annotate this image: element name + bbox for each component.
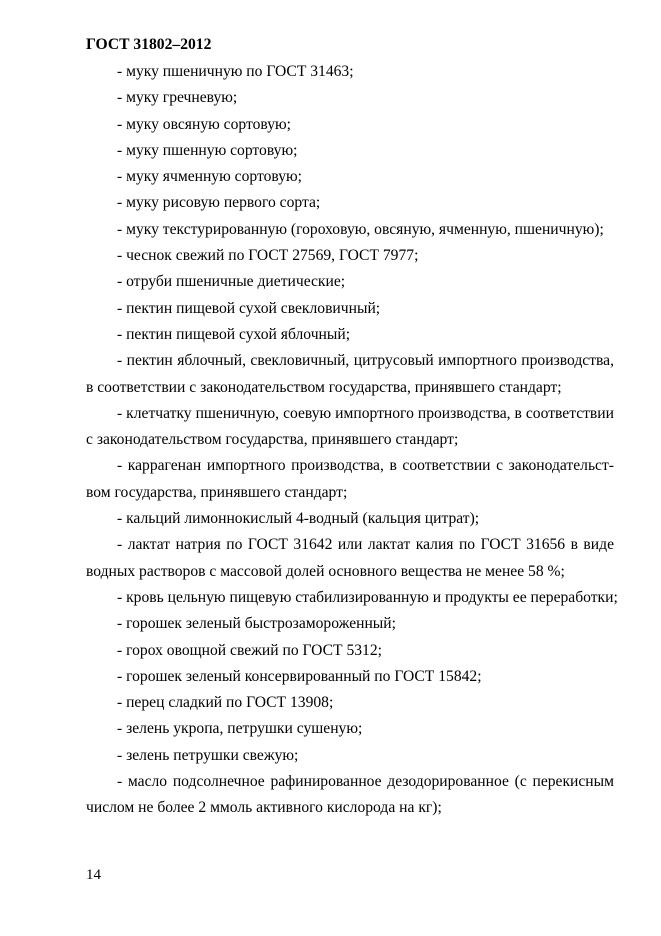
text-line: - каррагенан импортного производства, в соответствии с законодательст- [117,457,614,475]
text-line: - пектин яблочный, свекловичный, цитрусовый импортного производства, [117,352,614,370]
text-line: - муку текстурированную (гороховую, овсяную, ячменную, пшеничную); [117,220,604,238]
text-line: - муку ячменную сортовую; [117,168,302,186]
text-line: - кальций лимоннокислый 4-водный (кальция цитрат); [117,510,480,528]
text-line: водных растворов с массовой долей основного вещества не менее 58 %; [86,562,565,580]
document-body [86,59,618,822]
text-line: - муку гречневую; [117,89,238,107]
text-line: в соответствии с законодательством государства, принявшего стандарт; [86,378,562,396]
text-line: - муку овсяную сортовую; [117,115,291,133]
text-line: с законодательством государства, принявшего стандарт; [86,431,459,449]
text-line: - пектин пищевой сухой свекловичный; [117,299,381,317]
text-line: - лактат натрия по ГОСТ 31642 или лактат калия по ГОСТ 31656 в виде [117,536,614,554]
text-line: вом государства, принявшего стандарт; [86,483,348,501]
text-line: - чеснок свежий по ГОСТ 27569, ГОСТ 7977; [117,247,419,265]
text-line: - пектин пищевой сухой яблочный; [117,325,351,343]
text-line: - муку пшеничную по ГОСТ 31463; [117,63,354,80]
text-line: - зелень укропа, петрушки сушеную; [117,720,363,738]
text-line: - горошек зеленый консервированный по ГОСТ 15842; [117,667,482,685]
text-line: - клетчатку пшеничную, соевую импортного производства, в соответствии [117,404,614,422]
text-line: - муку рисовую первого сорта; [117,194,321,212]
text-line: числом не более 2 ммоль активного кислорода на кг); [86,799,442,817]
text-line: - горох овощной свежий по ГОСТ 5312; [117,641,382,659]
text-line: - масло подсолнечное рафинированное дезодорированное (с перекисным [117,773,614,791]
text-line: - горошек зеленый быстрозамороженный; [117,615,396,633]
text-line: - кровь цельную пищевую стабилизированную и продукты ее переработки; [117,588,618,606]
text-line: - отруби пшеничные диетические; [117,273,346,291]
page-number: 14 [86,867,101,883]
text-line: - муку пшенную сортовую; [117,141,298,159]
text-line: - зелень петрушки свежую; [117,746,299,764]
document-header: ГОСТ 31802–2012 [86,36,212,53]
text-line: - перец сладкий по ГОСТ 13908; [117,694,334,712]
